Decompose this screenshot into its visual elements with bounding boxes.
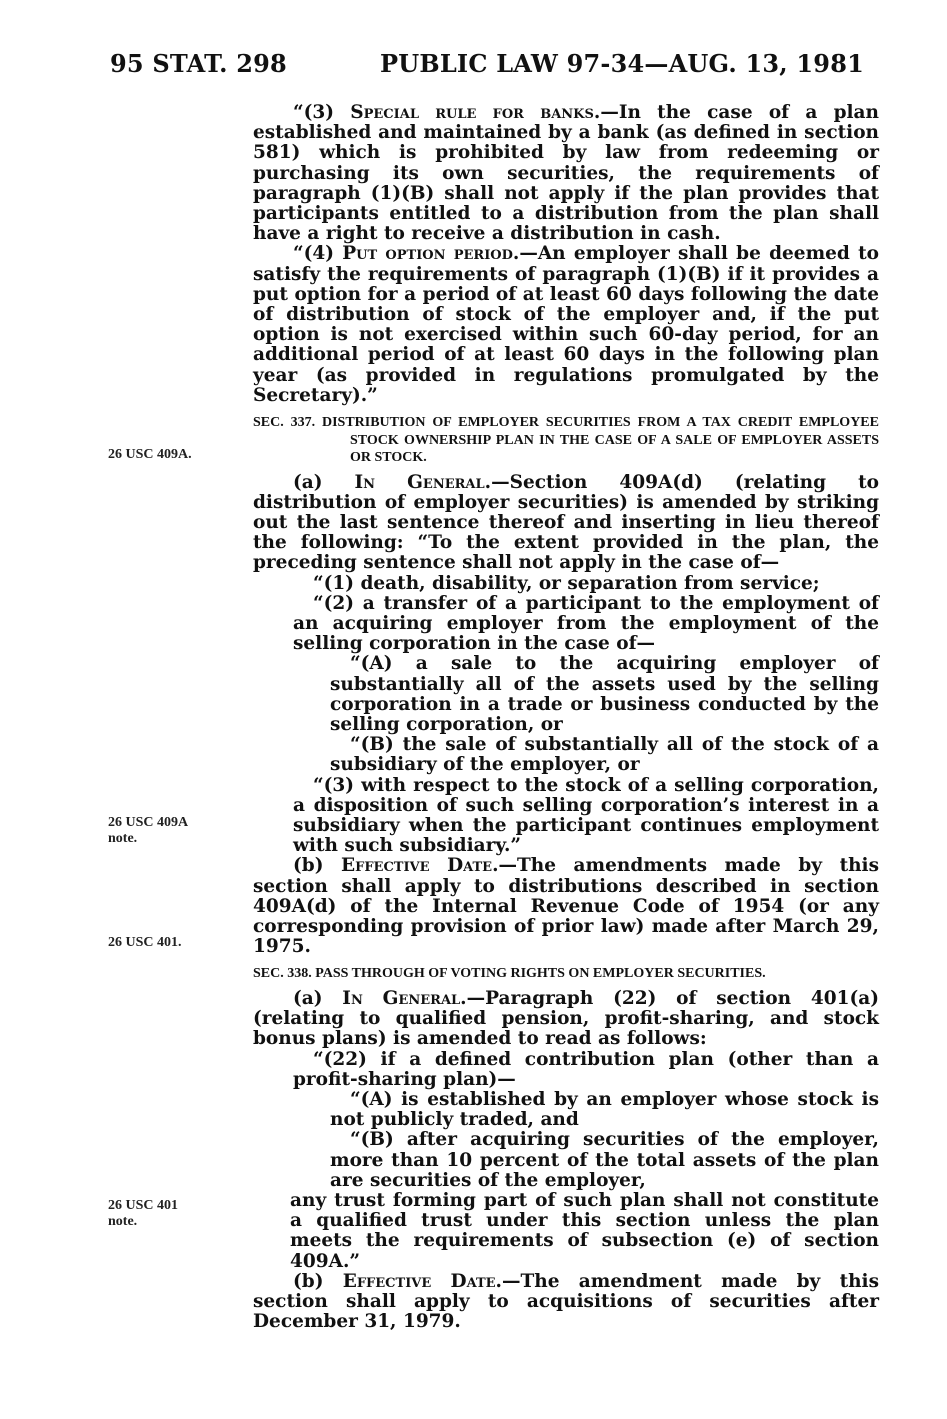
clause-1: “(1) death, disability, or separation from service; [313,572,820,594]
subsection-letter: (a) [293,471,355,493]
margin-note-line: 26 USC 409A [108,815,189,830]
para-text: —In the case of a plan established and maintained by a bank (as defined in section 581) which is prohibited by law from redeeming or purchasing its own securities, the requirements of paragraph (1)(B) shall not apply if the plan provides that participants entitled to a distribution from the plan shall have a right to receive a distribution in cash. [253,102,879,245]
margin-note-line: 26 USC 401 [108,1198,179,1213]
clause-2a: “(A) a sale to the acquiring employer of substantially all of the assets used by the selling corporation in a trade or business conducted by the selling corporation, or [330,653,879,735]
subsection-text: —Section 409A(d) (relating to distribution of employer securities) is amended by striking out the last sentence thereof and inserting in lieu thereof the following: “To the extent provided in the plan, the preceding sentence shall not apply in the case of— [253,471,879,574]
subsection-text: —The amendments made by this section shall apply to distributions described in section 409A(d) of the Internal Revenue Code of 1954 (or any corresponding provision of prior law) made after March 29, 1975. [253,855,880,958]
clause-3: “(3) with respect to the stock of a selling corporation, a disposition of such selling corporation’s interest in a subsidiary when the participant continues employment with such subsidiary.” [293,774,879,857]
paragraph-22: “(22) if a defined contribution plan (other than a profit-sharing plan)— [293,1048,879,1090]
running-title: PUBLIC LAW 97-34—AUG. 13, 1981 [380,49,864,78]
section-337-subsection-a [253,473,879,574]
para-heading: Put option period. [342,243,520,265]
para-number: “(4) [293,243,343,265]
main-text-column [253,103,879,1332]
subsection-heading: Effective Date. [342,1270,502,1292]
paragraph-22-tail: any trust forming part of such plan shall not constitute a qualified trust under this section unless the plan meets the requirements of subsection (e) of section 409A.” [290,1189,879,1272]
subsection-text: —Paragraph (22) of section 401(a) (relating to qualified pension, profit-sharing, and stock bonus plans) is amended to read as follows: [253,987,879,1050]
clause-2b: “(B) the sale of substantially all of the stock of a subsidiary of the employer, or [330,734,879,776]
section-338-heading: SEC. 338. PASS THROUGH OF VOTING RIGHTS ON EMPLOYER SECURITIES. [253,966,766,982]
subsection-text: —The amendment made by this section shall apply to acquisitions of securities after December 31, 1979. [253,1270,880,1333]
subsection-letter: (a) [293,987,343,1009]
margin-note-409a-note [108,815,188,847]
section-338-subsection-b [253,1272,879,1333]
margin-note-401-note [108,1198,178,1230]
paragraph-3-special-rule [253,103,879,244]
margin-note-line: note. [108,831,138,846]
section-337-subsection-b [253,856,879,957]
margin-note-409a: 26 USC 409A. [108,447,192,462]
paragraph-22b: “(B) after acquiring securities of the employer, more than 10 percent of the total assets of the plan are securities of the employer, [330,1129,879,1191]
subsection-heading: Effective Date. [340,855,499,877]
para-number: “(3) [293,102,351,123]
paragraph-4-put-option [253,244,879,406]
subsection-heading: In General. [354,471,492,493]
para-text: —An employer shall be deemed to satisfy the requirements of paragraph (1)(B) if it provides a put option for a period of at least 60 days following the date of distribution of stock of the employer and, if the put option is not exercised within such 60-day period, for an additional period of at least 60 days in the following plan year (as provided in regulations promulgated by the Secretary).” [253,243,879,406]
subsection-heading: In General. [342,987,467,1009]
statute-page-number: 95 STAT. 298 [110,49,287,78]
clause-2: “(2) a transfer of a participant to the employment of an acquiring employer from the employment of the selling corporation in the case of— [293,592,879,655]
subsection-letter: (b) [293,855,341,877]
subsection-letter: (b) [293,1270,343,1292]
margin-note-line: note. [108,1214,138,1229]
paragraph-22a: “(A) is established by an employer whose stock is not publicly traded, and [330,1088,879,1131]
section-338-subsection-a [253,989,879,1050]
margin-note-401: 26 USC 401. [108,935,182,950]
section-337-heading: SEC. 337. DISTRIBUTION OF EMPLOYER SECURITIES FROM A TAX CREDIT EMPLOYEE STOCK OWNERSHIP PLAN IN THE CASE OF A SALE OF EMPLOYER ASSETS OR STOCK. [253,415,879,466]
para-heading: Special rule for banks. [350,102,601,123]
